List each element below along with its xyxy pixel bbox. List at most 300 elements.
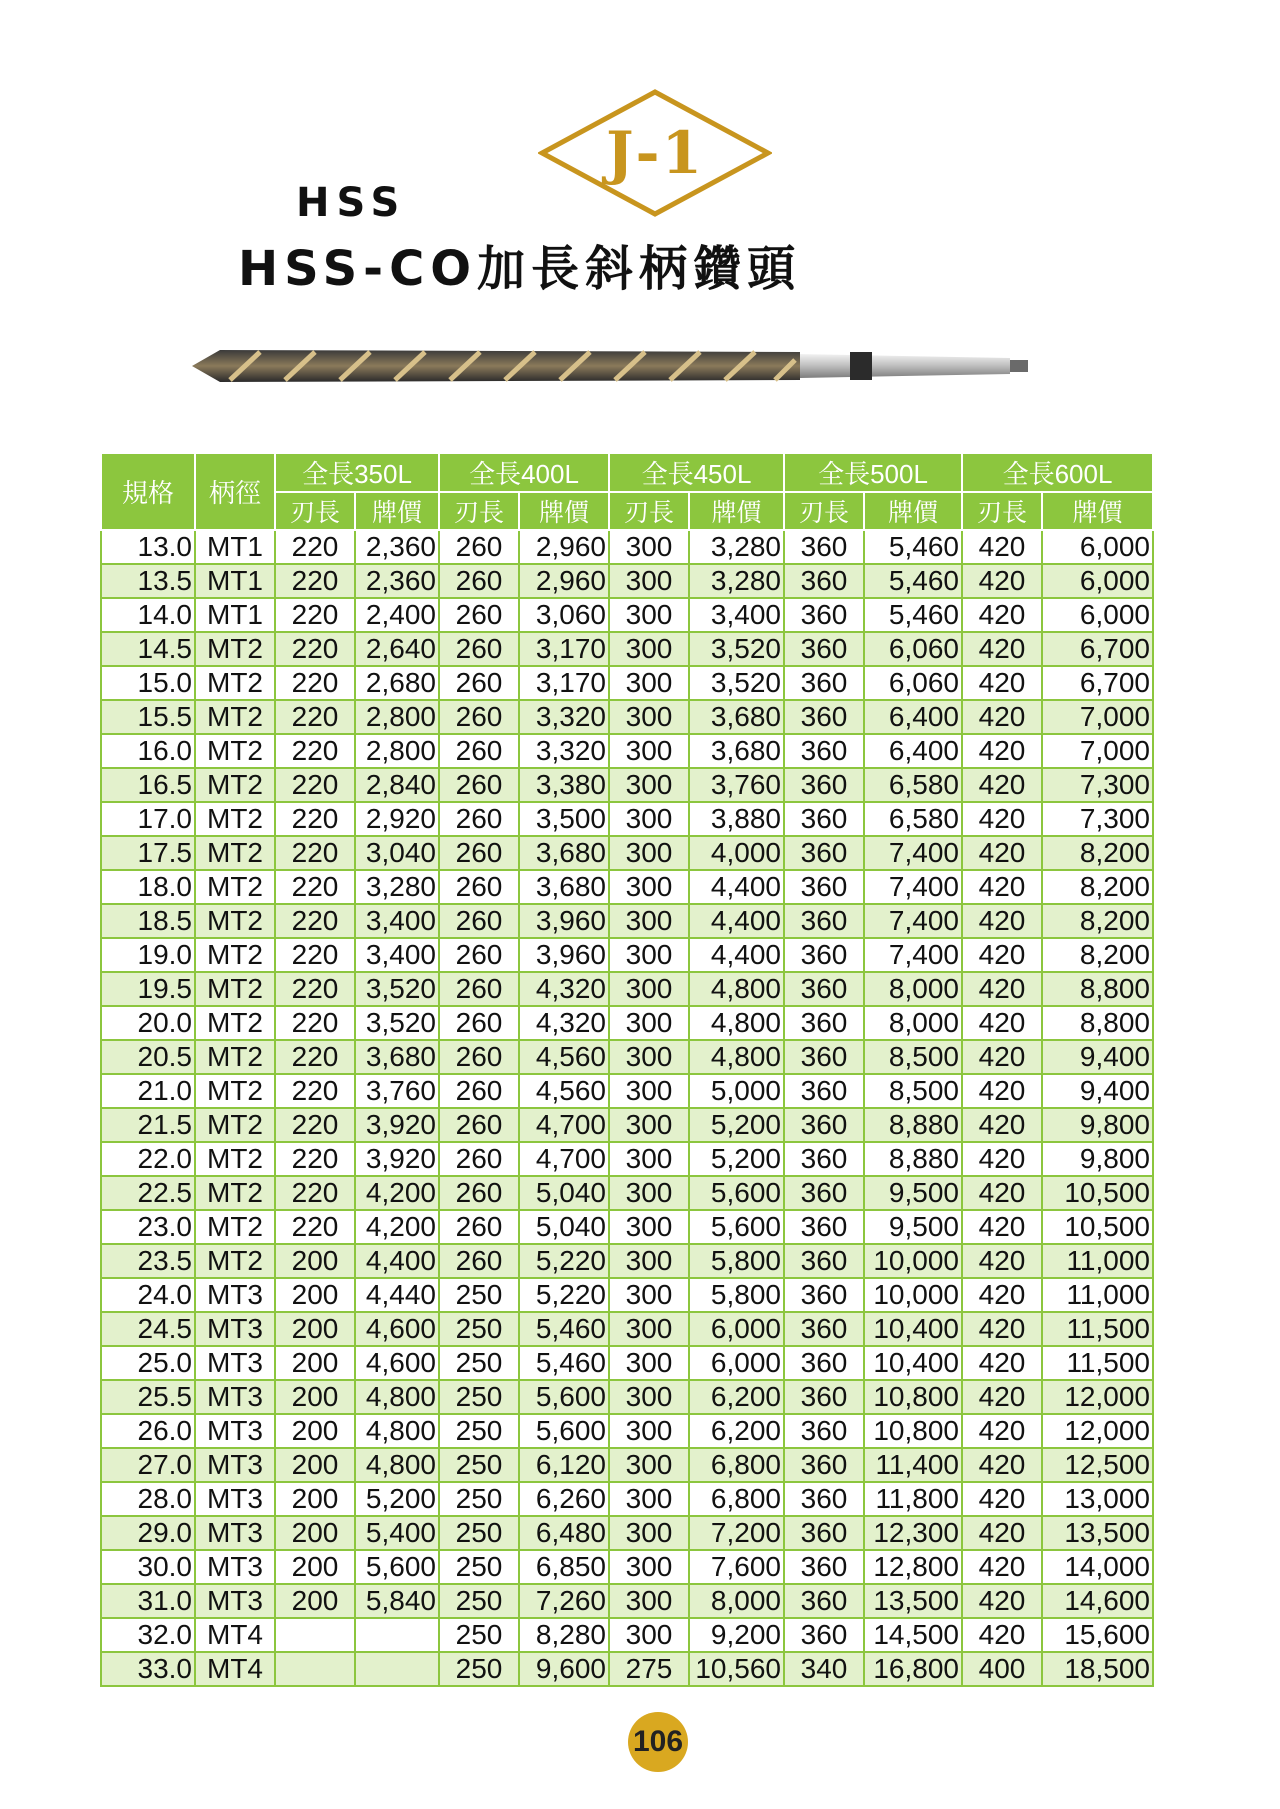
table-row [101,1006,1153,1040]
cell-price: 9,200 [689,1618,784,1652]
cell-spec: 18.0 [101,870,195,904]
cell-spec: 33.0 [101,1652,195,1686]
cell-price: 10,400 [864,1346,962,1380]
cell-blade: 420 [962,1312,1042,1346]
cell-price: 3,500 [519,802,609,836]
cell-blade: 220 [275,1108,355,1142]
cell-blade: 300 [609,1482,689,1516]
cell-spec: 24.0 [101,1278,195,1312]
cell-price: 13,500 [864,1584,962,1618]
cell-blade: 200 [275,1516,355,1550]
cell-price: 12,000 [1042,1414,1153,1448]
cell-price: 8,800 [1042,1006,1153,1040]
cell-blade: 300 [609,734,689,768]
cell-price: 6,850 [519,1550,609,1584]
cell-blade: 200 [275,1414,355,1448]
cell-price: 11,000 [1042,1244,1153,1278]
cell-blade: 300 [609,802,689,836]
cell-spec: 22.5 [101,1176,195,1210]
cell-price: 5,600 [689,1176,784,1210]
cell-blade: 420 [962,1040,1042,1074]
cell-blade: 250 [439,1414,519,1448]
cell-blade: 260 [439,734,519,768]
cell-price: 5,800 [689,1244,784,1278]
cell-blade: 220 [275,632,355,666]
table-row [101,870,1153,904]
cell-blade: 260 [439,972,519,1006]
cell-price: 7,260 [519,1584,609,1618]
cell-blade: 300 [609,904,689,938]
cell-blade: 420 [962,1108,1042,1142]
cell-shank: MT3 [195,1482,275,1516]
table-row [101,666,1153,700]
cell-shank: MT3 [195,1380,275,1414]
cell-price: 7,000 [1042,734,1153,768]
cell-shank: MT2 [195,972,275,1006]
cell-price: 8,880 [864,1108,962,1142]
cell-spec: 25.0 [101,1346,195,1380]
cell-blade: 300 [609,1448,689,1482]
cell-price: 2,800 [355,734,439,768]
cell-blade: 300 [609,836,689,870]
cell-shank: MT4 [195,1618,275,1652]
cell-blade: 420 [962,632,1042,666]
cell-price: 3,960 [519,904,609,938]
cell-price: 2,640 [355,632,439,666]
cell-blade: 220 [275,1040,355,1074]
cell-blade: 220 [275,734,355,768]
cell-price: 2,680 [355,666,439,700]
cell-price: 4,440 [355,1278,439,1312]
cell-blade: 420 [962,802,1042,836]
cell-shank: MT2 [195,768,275,802]
header-blade: 刃長 [784,492,864,530]
cell-blade: 420 [962,598,1042,632]
cell-spec: 17.5 [101,836,195,870]
cell-blade: 300 [609,1006,689,1040]
cell-shank: MT2 [195,802,275,836]
cell-blade [275,1618,355,1652]
cell-blade: 260 [439,802,519,836]
cell-price: 8,200 [1042,938,1153,972]
cell-price: 2,960 [519,530,609,564]
cell-price: 4,600 [355,1346,439,1380]
cell-shank: MT3 [195,1278,275,1312]
cell-price: 10,800 [864,1414,962,1448]
cell-blade: 220 [275,938,355,972]
cell-price: 10,500 [1042,1210,1153,1244]
cell-blade: 420 [962,870,1042,904]
table-row [101,1516,1153,1550]
cell-blade: 360 [784,938,864,972]
cell-blade: 360 [784,1550,864,1584]
cell-blade: 260 [439,1210,519,1244]
drill-image [190,340,1030,392]
cell-price: 8,200 [1042,836,1153,870]
cell-price: 6,000 [1042,598,1153,632]
cell-shank: MT2 [195,904,275,938]
cell-blade: 360 [784,768,864,802]
cell-price: 8,000 [864,1006,962,1040]
cell-blade: 420 [962,700,1042,734]
cell-blade: 420 [962,1414,1042,1448]
cell-blade: 250 [439,1278,519,1312]
cell-blade: 360 [784,564,864,598]
table-row [101,1380,1153,1414]
badge-label: J-1 [606,119,704,187]
cell-price: 7,300 [1042,768,1153,802]
cell-blade: 420 [962,734,1042,768]
cell-price [355,1618,439,1652]
cell-price: 6,700 [1042,666,1153,700]
cell-price: 11,000 [1042,1278,1153,1312]
cell-spec: 22.0 [101,1142,195,1176]
cell-price: 7,400 [864,836,962,870]
cell-price: 4,560 [519,1040,609,1074]
cell-price: 3,520 [355,972,439,1006]
cell-price: 10,400 [864,1312,962,1346]
cell-price: 3,520 [689,632,784,666]
cell-blade: 300 [609,1040,689,1074]
header-price: 牌價 [864,492,962,530]
cell-price: 5,200 [355,1482,439,1516]
cell-price: 6,260 [519,1482,609,1516]
cell-blade: 220 [275,700,355,734]
cell-blade: 300 [609,1516,689,1550]
header-group-350: 全長350L [275,453,439,492]
cell-shank: MT1 [195,598,275,632]
cell-blade: 420 [962,1176,1042,1210]
cell-price: 3,040 [355,836,439,870]
cell-price: 5,600 [519,1380,609,1414]
cell-blade: 360 [784,598,864,632]
cell-price: 5,800 [689,1278,784,1312]
cell-shank: MT2 [195,1108,275,1142]
cell-price: 3,060 [519,598,609,632]
cell-blade: 220 [275,564,355,598]
cell-price: 3,760 [355,1074,439,1108]
cell-blade: 220 [275,1074,355,1108]
cell-price: 3,280 [689,564,784,598]
cell-price: 6,400 [864,700,962,734]
cell-shank: MT2 [195,666,275,700]
table-row [101,1346,1153,1380]
cell-price: 6,000 [689,1312,784,1346]
table-row [101,1040,1153,1074]
cell-blade: 300 [609,938,689,972]
cell-price: 3,880 [689,802,784,836]
cell-price: 3,520 [689,666,784,700]
cell-blade: 360 [784,1618,864,1652]
cell-price: 18,500 [1042,1652,1153,1686]
cell-shank: MT3 [195,1516,275,1550]
cell-price: 6,120 [519,1448,609,1482]
cell-spec: 23.0 [101,1210,195,1244]
cell-spec: 17.0 [101,802,195,836]
cell-blade: 200 [275,1346,355,1380]
table-row [101,632,1153,666]
cell-price: 5,040 [519,1210,609,1244]
cell-blade: 360 [784,1108,864,1142]
cell-price: 6,480 [519,1516,609,1550]
cell-price: 2,960 [519,564,609,598]
header-price: 牌價 [1042,492,1153,530]
cell-blade: 300 [609,1210,689,1244]
cell-price: 2,360 [355,564,439,598]
cell-price: 6,060 [864,632,962,666]
cell-price: 2,360 [355,530,439,564]
cell-price: 9,400 [1042,1074,1153,1108]
cell-shank: MT3 [195,1414,275,1448]
cell-blade: 250 [439,1550,519,1584]
cell-price: 12,300 [864,1516,962,1550]
cell-blade: 420 [962,1142,1042,1176]
cell-blade: 420 [962,1550,1042,1584]
table-row [101,734,1153,768]
cell-price: 3,960 [519,938,609,972]
cell-shank: MT3 [195,1312,275,1346]
cell-blade: 220 [275,666,355,700]
table-row [101,700,1153,734]
cell-price: 8,800 [1042,972,1153,1006]
cell-price: 4,200 [355,1210,439,1244]
cell-blade: 420 [962,1516,1042,1550]
cell-blade: 360 [784,1278,864,1312]
cell-price: 4,600 [355,1312,439,1346]
cell-spec: 30.0 [101,1550,195,1584]
header-group-450: 全長450L [609,453,784,492]
header-blade: 刃長 [275,492,355,530]
cell-price: 10,000 [864,1278,962,1312]
cell-price: 8,200 [1042,870,1153,904]
cell-price: 4,400 [689,904,784,938]
cell-price: 5,460 [864,598,962,632]
cell-price: 7,400 [864,904,962,938]
table-row [101,836,1153,870]
cell-price: 13,000 [1042,1482,1153,1516]
cell-blade: 360 [784,1210,864,1244]
cell-price: 5,460 [519,1346,609,1380]
cell-price: 3,400 [355,904,439,938]
cell-price: 5,840 [355,1584,439,1618]
cell-blade: 300 [609,768,689,802]
cell-price: 8,500 [864,1074,962,1108]
cell-price: 3,400 [689,598,784,632]
cell-price: 8,000 [689,1584,784,1618]
cell-price: 4,700 [519,1108,609,1142]
cell-price: 14,000 [1042,1550,1153,1584]
cell-blade: 300 [609,1346,689,1380]
cell-blade: 420 [962,1346,1042,1380]
cell-blade: 220 [275,836,355,870]
cell-blade: 260 [439,768,519,802]
cell-price: 3,680 [519,870,609,904]
cell-blade: 420 [962,1482,1042,1516]
cell-price: 11,500 [1042,1312,1153,1346]
cell-blade: 250 [439,1346,519,1380]
cell-blade: 260 [439,632,519,666]
cell-price: 3,680 [355,1040,439,1074]
cell-blade: 360 [784,530,864,564]
cell-blade: 360 [784,1414,864,1448]
cell-price: 9,400 [1042,1040,1153,1074]
table-row [101,1142,1153,1176]
cell-price: 5,220 [519,1244,609,1278]
cell-blade: 300 [609,1244,689,1278]
cell-spec: 21.0 [101,1074,195,1108]
cell-blade: 300 [609,1618,689,1652]
cell-price: 15,600 [1042,1618,1153,1652]
table-row [101,598,1153,632]
cell-blade: 300 [609,1414,689,1448]
cell-price: 10,800 [864,1380,962,1414]
cell-price: 12,500 [1042,1448,1153,1482]
cell-blade: 360 [784,1584,864,1618]
cell-blade: 250 [439,1618,519,1652]
cell-blade: 220 [275,1210,355,1244]
cell-blade: 200 [275,1278,355,1312]
header-spec: 規格 [101,453,195,530]
cell-price: 8,000 [864,972,962,1006]
cell-price: 2,800 [355,700,439,734]
cell-blade: 360 [784,1312,864,1346]
cell-blade: 360 [784,1176,864,1210]
cell-price: 3,680 [519,836,609,870]
header-price: 牌價 [355,492,439,530]
cell-price: 12,800 [864,1550,962,1584]
cell-price: 5,460 [864,530,962,564]
cell-blade: 420 [962,1448,1042,1482]
cell-price: 4,800 [355,1414,439,1448]
cell-shank: MT2 [195,1040,275,1074]
table-row [101,1482,1153,1516]
table-row [101,564,1153,598]
cell-price: 10,560 [689,1652,784,1686]
cell-blade: 250 [439,1652,519,1686]
price-table-body [101,530,1153,1686]
cell-blade: 360 [784,632,864,666]
cell-price: 6,700 [1042,632,1153,666]
cell-blade: 360 [784,1482,864,1516]
cell-blade: 400 [962,1652,1042,1686]
cell-blade: 200 [275,1482,355,1516]
cell-price: 3,280 [355,870,439,904]
cell-blade: 260 [439,1176,519,1210]
cell-spec: 20.0 [101,1006,195,1040]
cell-price: 4,800 [689,1040,784,1074]
cell-blade: 260 [439,1040,519,1074]
cell-blade: 200 [275,1448,355,1482]
table-row [101,1448,1153,1482]
cell-blade: 220 [275,530,355,564]
header-group-500: 全長500L [784,453,962,492]
title-line-1: HSS [296,180,407,226]
cell-blade: 360 [784,904,864,938]
cell-price: 10,000 [864,1244,962,1278]
header-price: 牌價 [689,492,784,530]
cell-price: 4,000 [689,836,784,870]
cell-blade: 300 [609,1380,689,1414]
cell-price: 4,400 [355,1244,439,1278]
cell-shank: MT2 [195,734,275,768]
cell-blade: 260 [439,1142,519,1176]
cell-blade: 200 [275,1550,355,1584]
cell-blade: 420 [962,1584,1042,1618]
cell-blade: 360 [784,1380,864,1414]
cell-spec: 27.0 [101,1448,195,1482]
header-blade: 刃長 [609,492,689,530]
cell-blade: 260 [439,904,519,938]
cell-spec: 20.5 [101,1040,195,1074]
cell-price: 11,400 [864,1448,962,1482]
cell-price: 12,000 [1042,1380,1153,1414]
cell-price: 4,700 [519,1142,609,1176]
cell-blade: 200 [275,1380,355,1414]
cell-blade: 300 [609,1108,689,1142]
cell-blade: 360 [784,802,864,836]
cell-blade: 360 [784,666,864,700]
cell-spec: 15.5 [101,700,195,734]
cell-shank: MT1 [195,564,275,598]
cell-blade: 420 [962,1618,1042,1652]
cell-shank: MT3 [195,1550,275,1584]
cell-blade: 250 [439,1482,519,1516]
cell-price: 7,300 [1042,802,1153,836]
cell-blade: 420 [962,1210,1042,1244]
cell-price: 4,400 [689,938,784,972]
cell-blade: 420 [962,530,1042,564]
cell-spec: 23.5 [101,1244,195,1278]
cell-price: 6,200 [689,1414,784,1448]
cell-blade: 360 [784,700,864,734]
cell-blade: 260 [439,1074,519,1108]
cell-blade: 420 [962,938,1042,972]
cell-price: 4,800 [689,1006,784,1040]
table-row [101,530,1153,564]
cell-spec: 13.0 [101,530,195,564]
cell-price: 8,880 [864,1142,962,1176]
cell-blade: 300 [609,530,689,564]
table-row [101,1244,1153,1278]
cell-blade: 275 [609,1652,689,1686]
header-group-400: 全長400L [439,453,609,492]
cell-shank: MT2 [195,632,275,666]
cell-shank: MT3 [195,1584,275,1618]
cell-price: 14,600 [1042,1584,1153,1618]
cell-blade: 260 [439,666,519,700]
cell-spec: 28.0 [101,1482,195,1516]
taper-shank-drill-icon [190,340,1030,392]
cell-blade: 420 [962,1006,1042,1040]
cell-blade: 260 [439,938,519,972]
table-row [101,1584,1153,1618]
cell-blade: 260 [439,530,519,564]
cell-price: 7,600 [689,1550,784,1584]
cell-spec: 24.5 [101,1312,195,1346]
cell-price: 6,200 [689,1380,784,1414]
cell-price: 4,400 [689,870,784,904]
cell-blade: 300 [609,1312,689,1346]
cell-blade: 260 [439,1108,519,1142]
cell-price: 6,000 [689,1346,784,1380]
cell-blade: 300 [609,632,689,666]
cell-price: 3,170 [519,632,609,666]
cell-blade: 300 [609,972,689,1006]
cell-price: 5,600 [519,1414,609,1448]
cell-spec: 16.0 [101,734,195,768]
cell-blade: 300 [609,666,689,700]
cell-shank: MT2 [195,938,275,972]
